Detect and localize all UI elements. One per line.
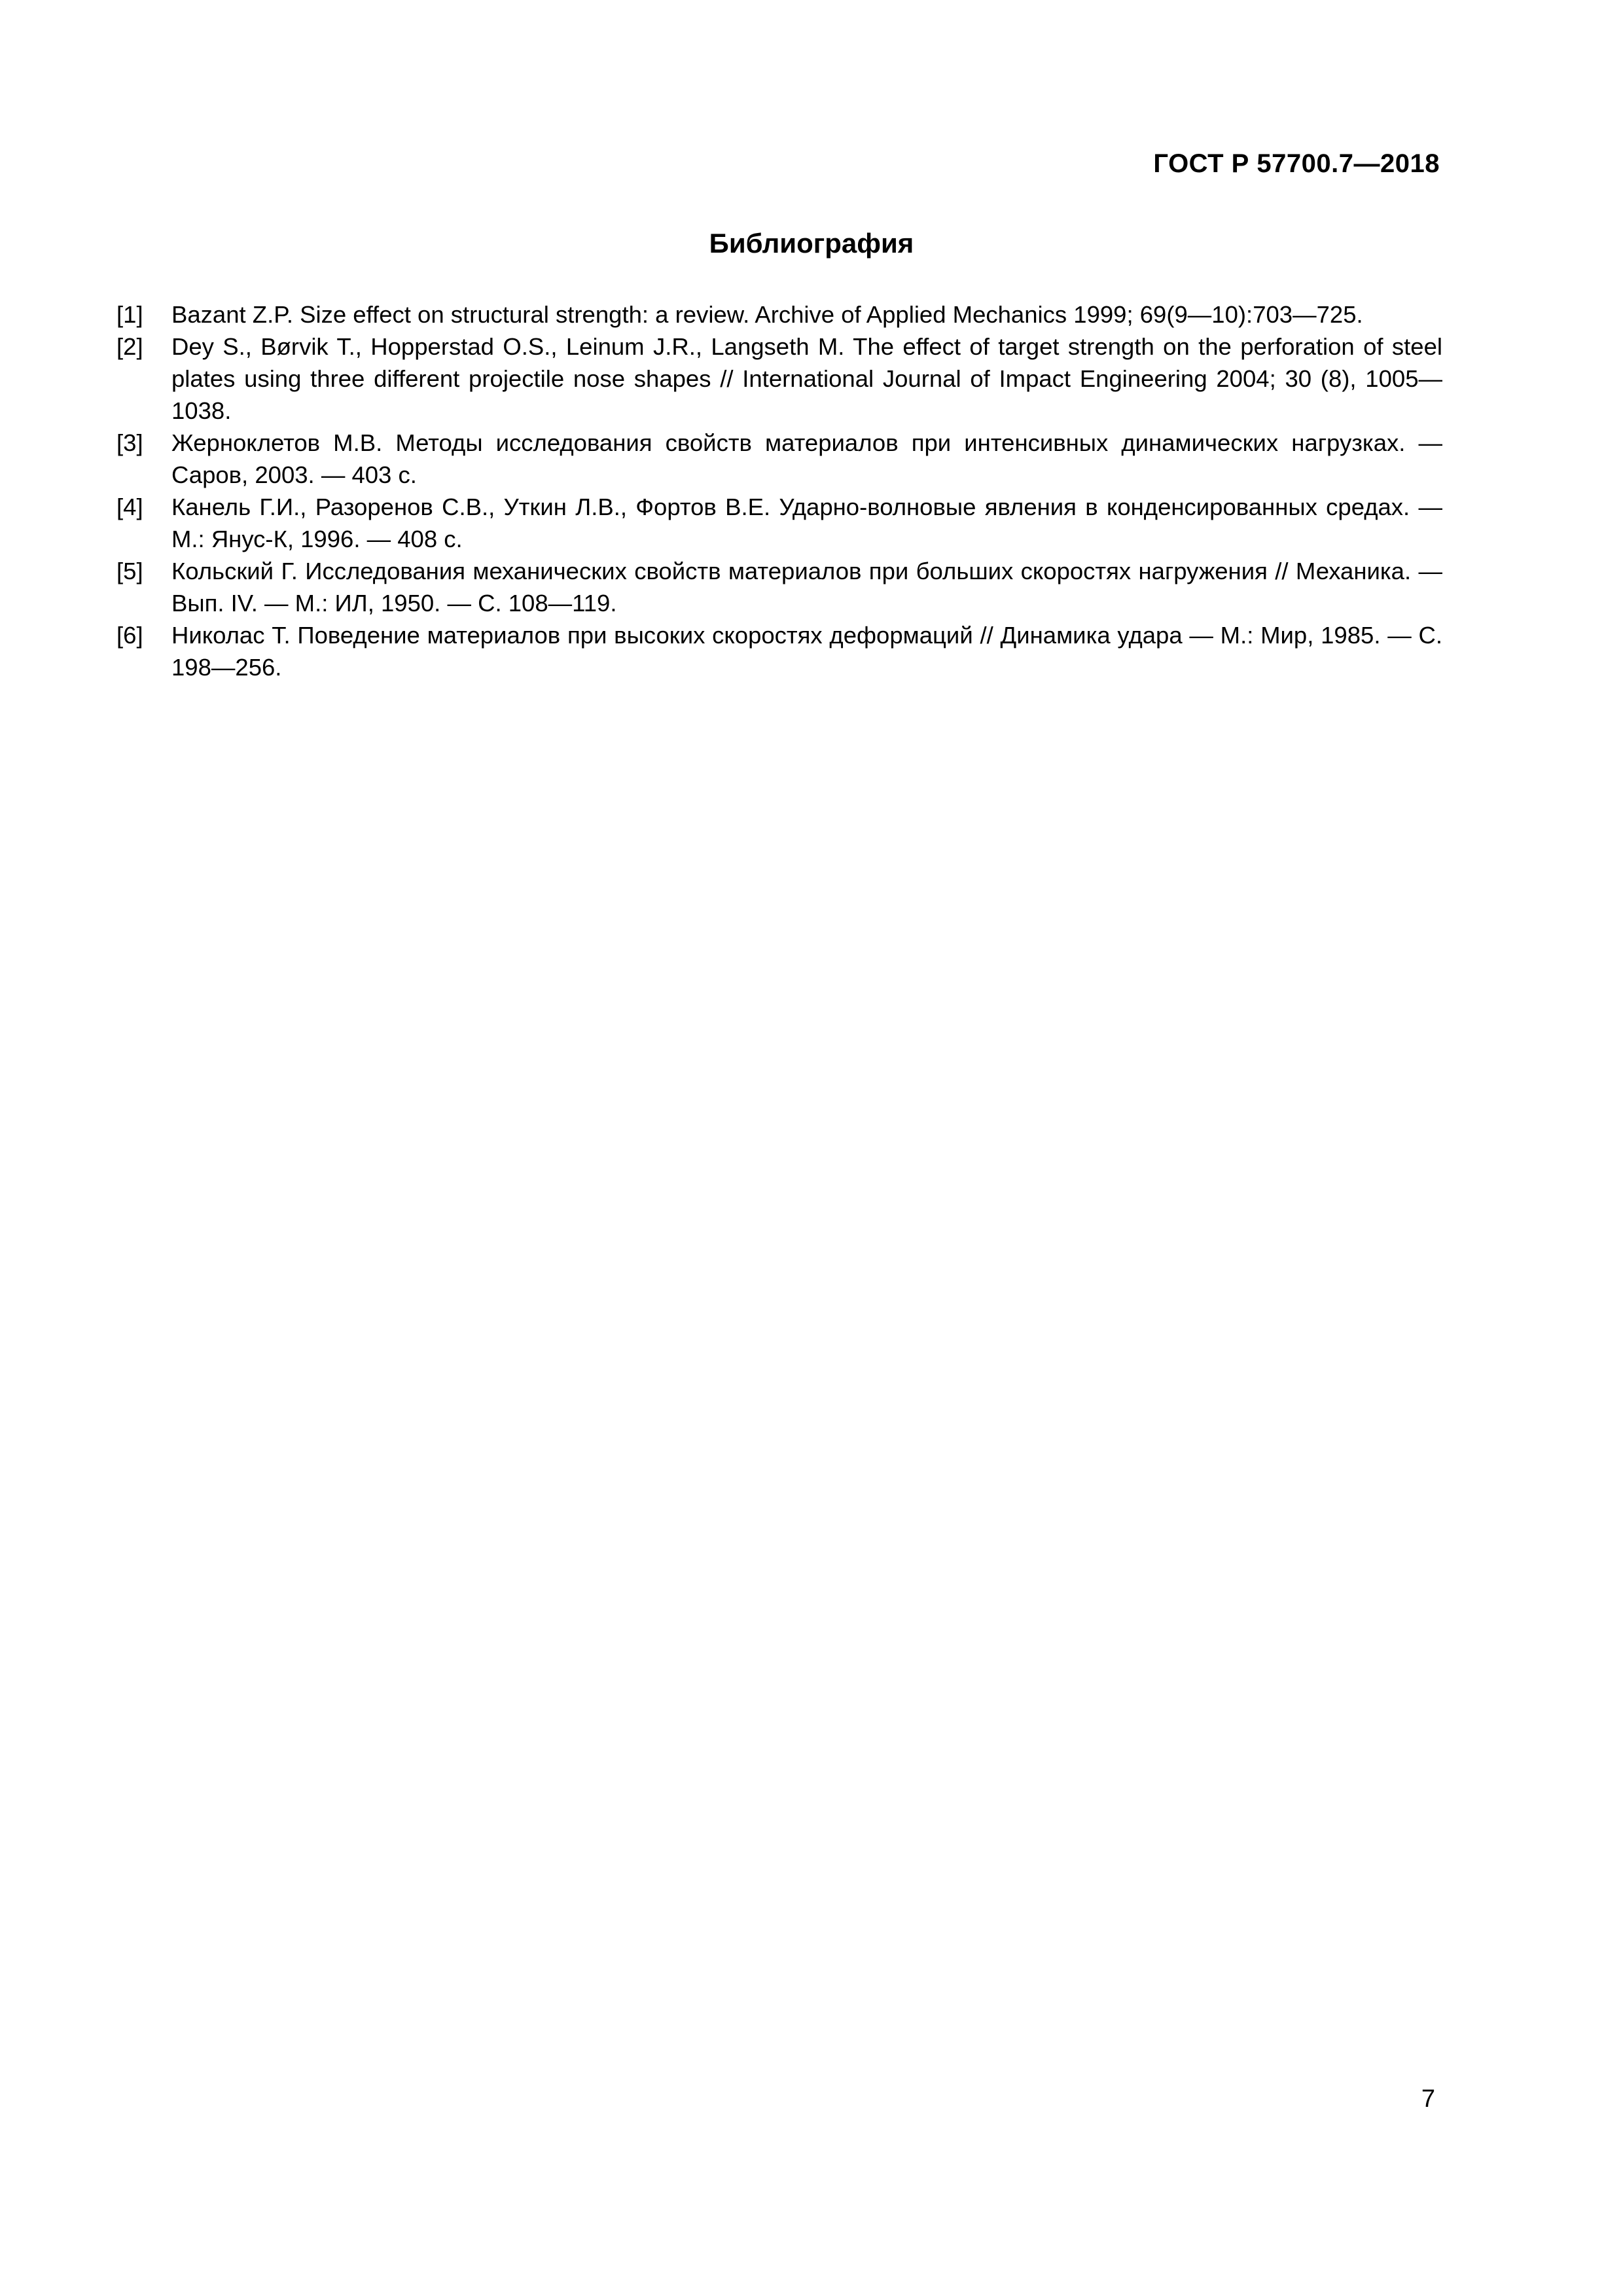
reference-text: Жерноклетов М.В. Методы исследования свойств материалов при интенсивных динамических нагрузках. — Саров, 2003. — 403 с. [171, 429, 1442, 488]
reference-number: [6] [116, 622, 143, 649]
reference-number: [5] [116, 558, 143, 584]
document-code: ГОСТ Р 57700.7—2018 [1153, 149, 1440, 178]
bibliography-entry [116, 555, 1442, 619]
reference-number: [3] [116, 429, 143, 456]
section-title: Библиография [709, 228, 914, 259]
bibliography-entry [116, 491, 1442, 555]
bibliography-entry [116, 298, 1442, 331]
reference-number: [2] [116, 333, 143, 360]
page-number: 7 [1421, 2085, 1435, 2113]
reference-text: Bazant Z.P. Size effect on structural strength: a review. Archive of Applied Mechanics 1999; 69(9—10):703—725. [171, 301, 1363, 328]
bibliography-list [116, 298, 1442, 683]
reference-text: Dey S., Børvik T., Hopperstad O.S., Leinum J.R., Langseth M. The effect of target strength on the perforation of steel plates using three different projectile nose shapes // International Journal of Impact Engineering 2004; 30 (8), 1005—1038. [171, 333, 1442, 424]
reference-text: Канель Г.И., Разоренов С.В., Уткин Л.В., Фортов В.Е. Ударно-волновые явления в конденсированных средах. — М.: Янус-К, 1996. — 408 с. [171, 493, 1442, 552]
reference-number: [1] [116, 301, 143, 328]
reference-text: Кольский Г. Исследования механических свойств материалов при больших скоростях нагружения // Механика. — Вып. IV. — М.: ИЛ, 1950. — С. 108—119. [171, 558, 1442, 617]
bibliography-entry [116, 427, 1442, 491]
reference-text: Николас Т. Поведение материалов при высоких скоростях деформаций // Динамика удара — М.: Мир, 1985. — С. 198—256. [171, 622, 1442, 681]
reference-number: [4] [116, 493, 143, 520]
bibliography-entry [116, 331, 1442, 427]
bibliography-entry [116, 619, 1442, 683]
